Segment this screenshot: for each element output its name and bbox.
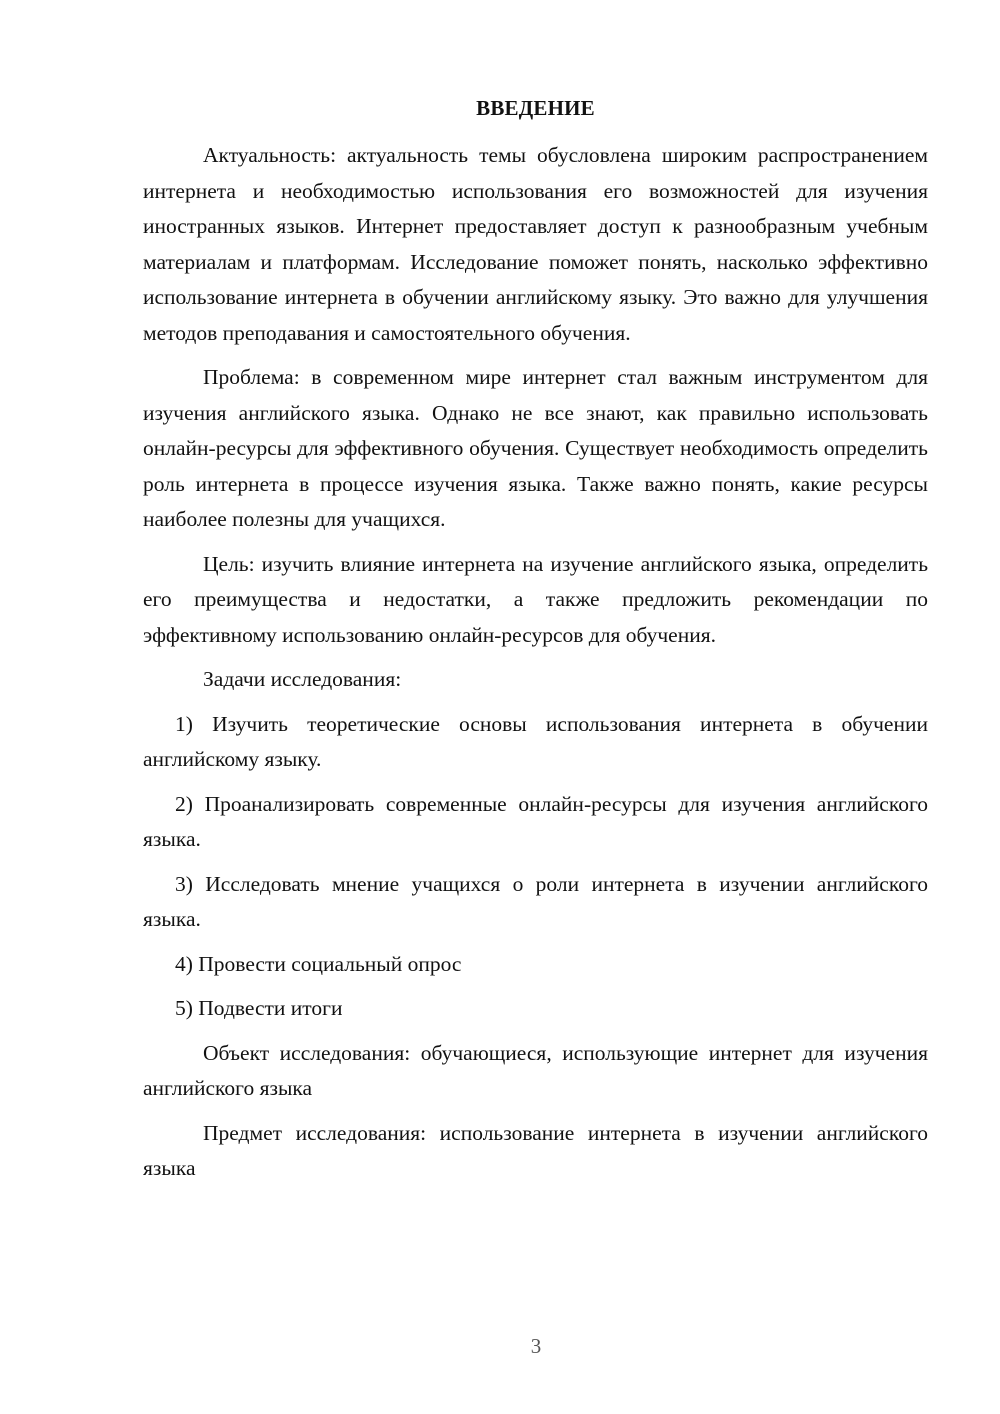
paragraph-problem: Проблема: в современном мире интернет стал важным инструментом для изучения английского языка. Однако не все знают, как правильно использовать онлайн-ресурсы для эффективного обучения. Существует необходимость определить роль интернета в процессе изучения языка. Также важно понять, какие ресурсы наиболее полезны для учащихся. [143, 365, 928, 531]
paragraph-object: Объект исследования: обучающиеся, использующие интернет для изучения английского языка [143, 1040, 928, 1100]
task-item-1: 1) Изучить теоретические основы использования интернета в обучении английскому языку. [143, 711, 928, 771]
task-item-4: 4) Провести социальный опрос [175, 951, 462, 976]
tasks-heading: Задачи исследования: [203, 667, 402, 691]
paragraph-goal: Цель: изучить влияние интернета на изучение английского языка, определить его преимущества и недостатки, а также предложить рекомендации по эффективному использованию онлайн-ресурсов для обучения. [143, 551, 928, 647]
task-item-2: 2) Проанализировать современные онлайн-ресурсы для изучения английского языка. [143, 791, 928, 851]
page-title: ВВЕДЕНИЕ [476, 96, 595, 120]
task-item-5: 5) Подвести итоги [175, 996, 343, 1020]
task-item-3: 3) Исследовать мнение учащихся о роли интернета в изучении английского языка. [143, 871, 928, 931]
page-content [143, 91, 928, 1187]
paragraph-subject: Предмет исследования: использование интернета в изучении английского языка [143, 1120, 928, 1180]
paragraph-relevance: Актуальность: актуальность темы обусловлена широким распространением интернета и необходимостью использования его возможностей для изучения иностранных языков. Интернет предоставляет доступ к разнообразным учебным материалам и платформам. Исследование поможет понять, насколько эффективно использование интернета в обучении английскому языку. Это важно для улучшения методов преподавания и самостоятельного обучения. [143, 143, 928, 345]
page-number: 3 [530, 1334, 542, 1358]
